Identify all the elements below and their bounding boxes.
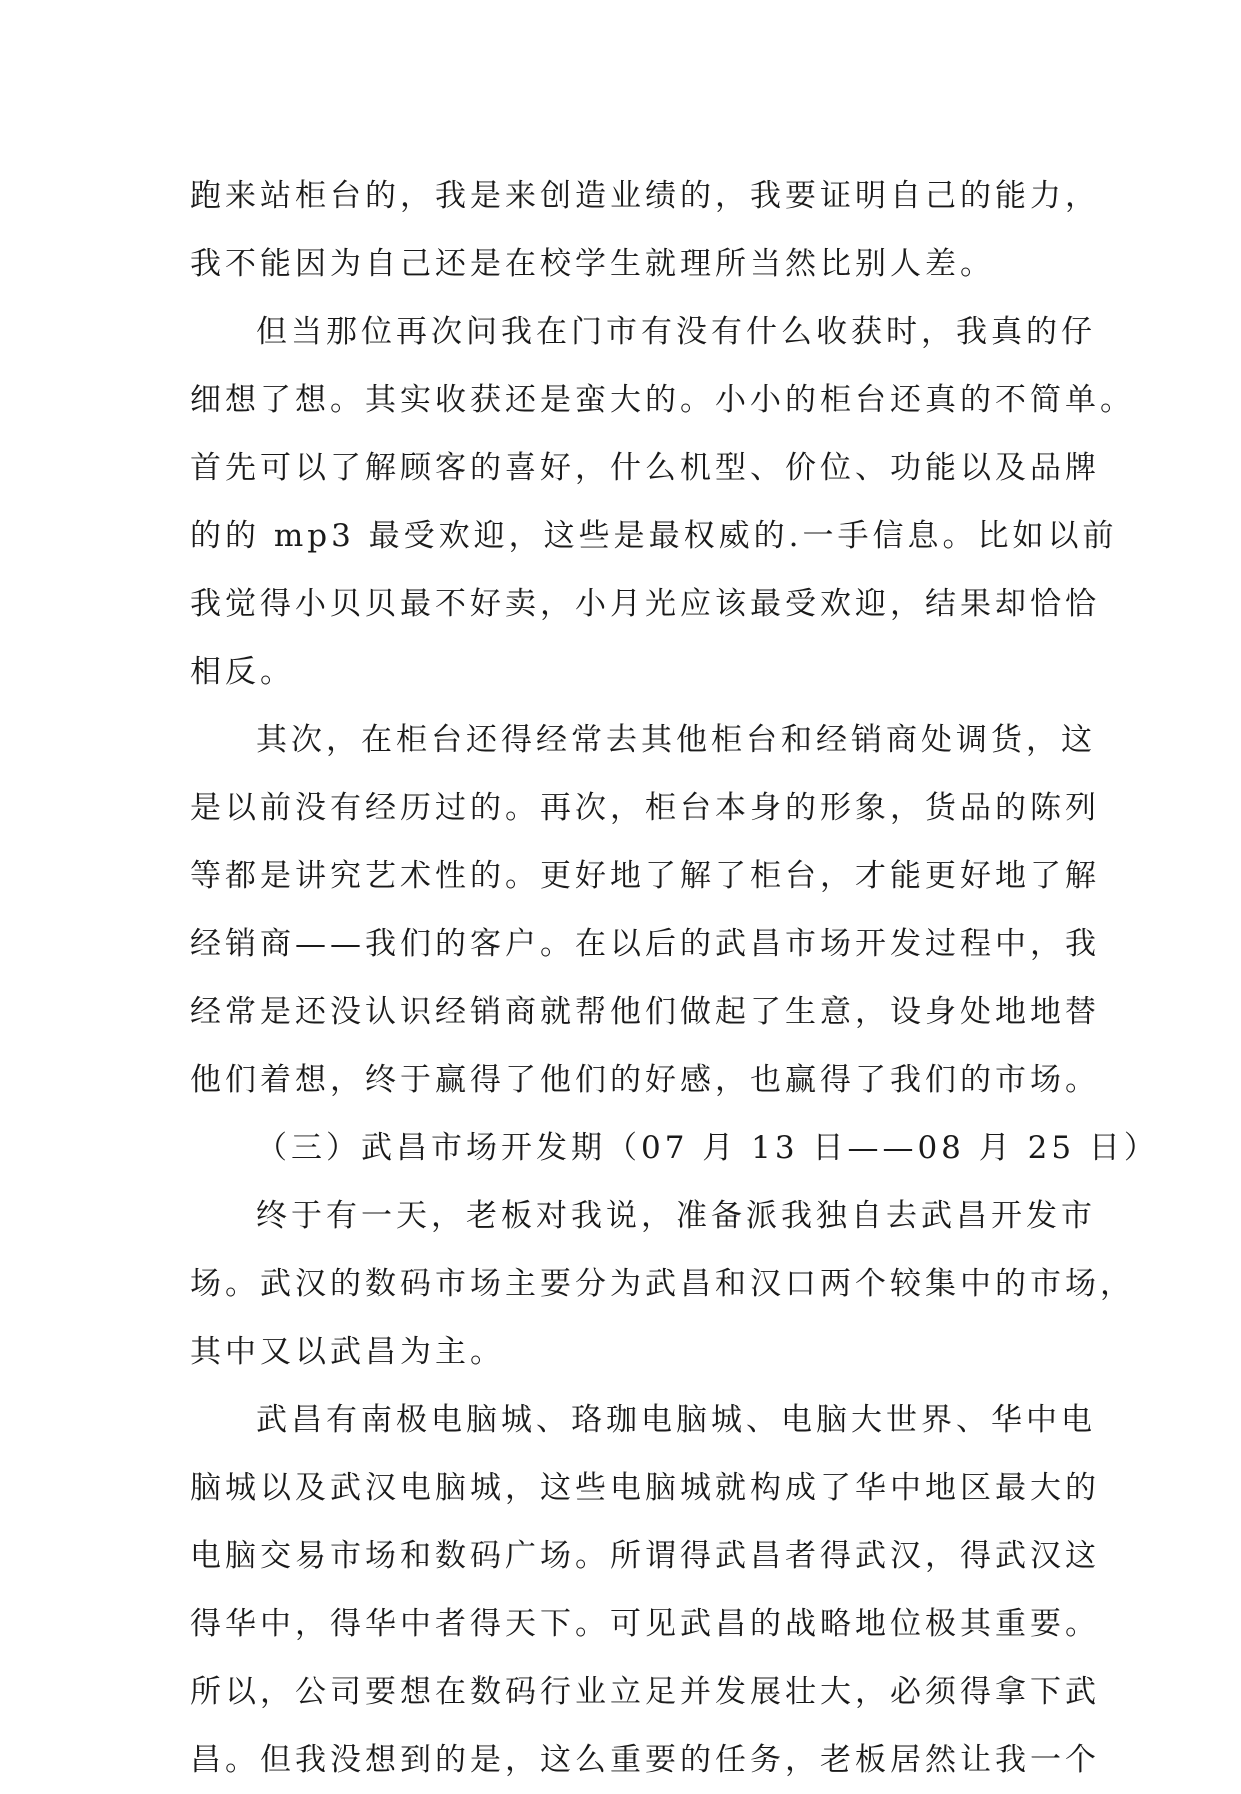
paragraph-start-line: 终于有一天，老板对我说，准备派我独自去武昌开发市 [256,1198,1096,1234]
text-line: 经常是还没认识经销商就帮他们做起了生意，设身处地地替 [190,994,1100,1030]
section-heading: （三）武昌市场开发期（07 月 13 日——08 月 25 日） [256,1130,1159,1166]
text-line: 得华中，得华中者得天下。可见武昌的战略地位极其重要。 [190,1606,1100,1642]
text-line: 脑城以及武汉电脑城，这些电脑城就构成了华中地区最大的 [190,1470,1100,1506]
text-line: 所以，公司要想在数码行业立足并发展壮大，必须得拿下武 [190,1674,1100,1710]
text-line: 跑来站柜台的，我是来创造业绩的，我要证明自己的能力， [190,178,1100,214]
text-line: 经销商——我们的客户。在以后的武昌市场开发过程中，我 [190,926,1100,962]
paragraph-start-line: 武昌有南极电脑城、珞珈电脑城、电脑大世界、华中电 [256,1402,1096,1438]
text-line: 场。武汉的数码市场主要分为武昌和汉口两个较集中的市场， [190,1266,1135,1302]
text-line: 首先可以了解顾客的喜好，什么机型、价位、功能以及品牌 [190,450,1100,486]
paragraph-start-line: 但当那位再次问我在门市有没有什么收获时，我真的仔 [256,314,1096,350]
text-line: 其中又以武昌为主。 [190,1334,505,1370]
text-line: 的的 mp3 最受欢迎，这些是最权威的.一手信息。比如以前 [190,518,1118,554]
text-line: 我不能因为自己还是在校学生就理所当然比别人差。 [190,246,995,282]
text-line: 电脑交易市场和数码广场。所谓得武昌者得武汉，得武汉这 [190,1538,1100,1574]
paragraph-start-line: 其次，在柜台还得经常去其他柜台和经销商处调货，这 [256,722,1096,758]
body-text [190,162,1159,1794]
text-line: 是以前没有经历过的。再次，柜台本身的形象，货品的陈列 [190,790,1100,826]
text-line: 我觉得小贝贝最不好卖，小月光应该最受欢迎，结果却恰恰 [190,586,1100,622]
text-line: 等都是讲究艺术性的。更好地了解了柜台，才能更好地了解 [190,858,1100,894]
text-line: 相反。 [190,654,295,690]
text-line: 细想了想。其实收获还是蛮大的。小小的柜台还真的不简单。 [190,382,1135,418]
text-line: 他们着想，终于赢得了他们的好感，也赢得了我们的市场。 [190,1062,1100,1098]
text-line: 昌。但我没想到的是，这么重要的任务，老板居然让我一个 [190,1742,1100,1778]
